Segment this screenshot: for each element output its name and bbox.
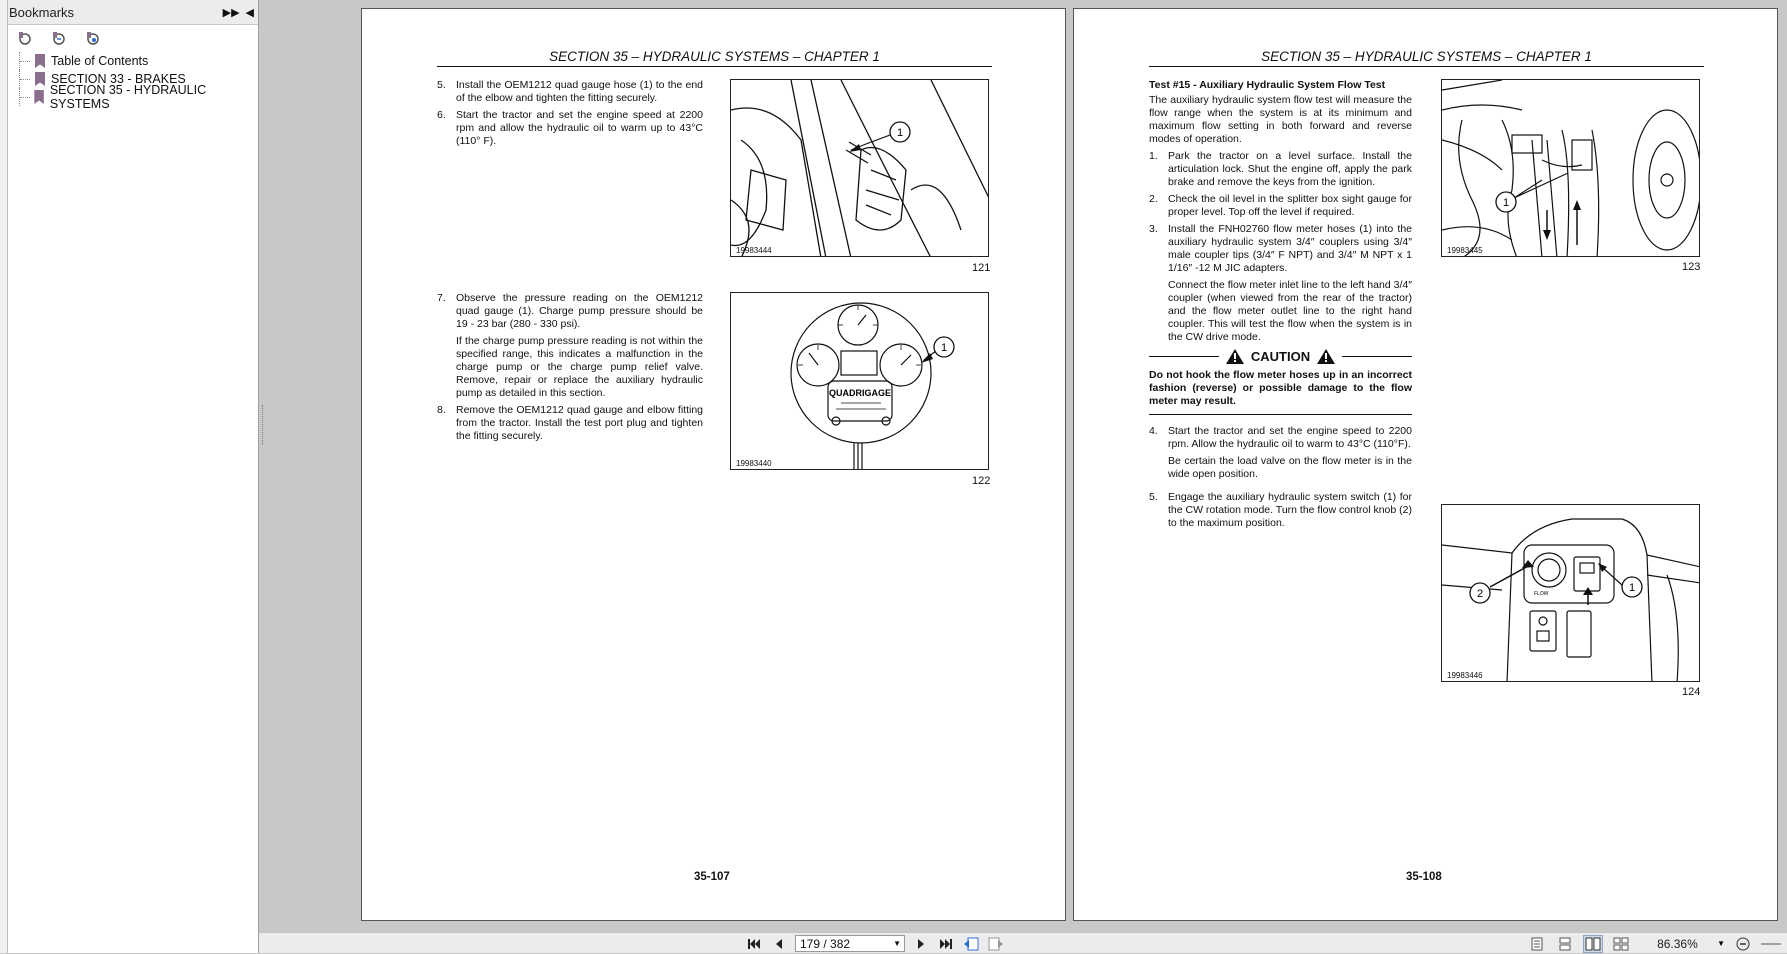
view-controls	[1527, 933, 1787, 954]
bookmark-label: Table of Contents	[51, 54, 149, 68]
bookmark-table-of-contents[interactable]	[16, 52, 258, 70]
left-rail	[0, 0, 8, 953]
figure-number: 123	[1682, 261, 1701, 273]
figure-quad-gauge	[730, 292, 989, 470]
panel-splitter[interactable]	[259, 0, 263, 953]
figure-number: 121	[972, 262, 991, 274]
dropdown-arrow-icon[interactable]: ▼	[893, 939, 901, 948]
step-text: Start the tractor and set the engine speed at 2200 rpm and allow the hydraulic oil to warm up to 43°C (110° F).	[456, 109, 703, 147]
caution-text: Do not hook the flow meter hoses up in an incorrect fashion (reverse) or possible damage to the flow meter may result.	[1149, 369, 1412, 415]
figure-id: 19983444	[736, 246, 772, 255]
figure-number: 122	[972, 475, 991, 487]
figure-id: 19983440	[736, 459, 772, 468]
bookmark-icon	[35, 54, 45, 68]
step-note: If the charge pump pressure reading is not within the specified range, this indicates a malfunction in the charge pump or the charge pump relief valve. Remove, repair or replace the auxiliary hydraulic pump as detailed in this section.	[456, 335, 703, 399]
step-text: Park the tractor on a level surface. Install the articulation lock. Shut the engine off, apply the park brake and remove the keys from the ignition.	[1168, 150, 1412, 188]
first-page-icon[interactable]	[745, 935, 763, 953]
figure-hose-fitting	[730, 79, 989, 257]
step-text: Check the oil level in the splitter box sight gauge for proper level. Top off the level if required.	[1168, 193, 1412, 218]
figure-flow-meter-hoses	[1441, 79, 1700, 257]
steps-block-right: Test #15 - Auxiliary Hydraulic System Flow Test The auxiliary hydraulic system flow test will measure the flow range when the system is at its minimum and maximum flow setting in both forward and reverse modes of operation. 1. Park the tractor on a level surface. Install the articulation lock. Shut the engine off, apply the park brake and remove the keys from the ignition. 2. Check the oil level in the splitter box sight gauge for proper level. Top off the level if required. 3. Install the FNH02760 flow meter hoses (1) into the auxiliary hydraulic system 3/4″ couplers using 3/4″ male coupler tips (3/4″ F NPT) and 3/4″ M NPT x 1 1/16″ -12 M JIC adapters. Connect the flow meter inlet line to the left hand 3/4″ coupler (when viewed from the rear of the tractor) and the flow meter outlet line to the right hand coupler. This will test the flow when the system is in the CW drive mode. CAUTION Do not hook the flow meter hoses up in an incorrect fashion (reverse) or possible damage to the flow meter may result. 4. Start the tractor and set the engine speed to 2200 rpm. Allow the hydraulic oil to warm to 43°C (110°F). Be certain the load valve on the flow meter is in the wide open position. 5. Engage the auxiliary hydraulic system switch (1) for the CW rotation mode. Turn the flow control knob (2) to the maximum position.	[1149, 79, 1412, 529]
bookmark-find-icon[interactable]	[84, 30, 102, 48]
zoom-level[interactable]: 86.36%	[1657, 936, 1698, 951]
previous-page-icon[interactable]	[770, 935, 788, 953]
figure-id: 19983445	[1447, 246, 1483, 255]
document-page-left	[361, 8, 1066, 921]
last-page-icon[interactable]	[937, 935, 955, 953]
step-text: Engage the auxiliary hydraulic system switch (1) for the CW rotation mode. Turn the flow control knob (2) to the maximum position.	[1168, 491, 1412, 529]
warning-triangle-icon	[1225, 348, 1245, 365]
gauge-brand: QUADRIGAGE	[828, 388, 892, 398]
test-heading: Test #15 - Auxiliary Hydraulic System Flow Test	[1149, 79, 1386, 91]
continuous-facing-view-icon[interactable]	[1611, 935, 1631, 953]
continuous-view-icon[interactable]	[1555, 935, 1575, 953]
figure-id: 19983446	[1447, 671, 1483, 680]
bookmarks-header	[8, 0, 258, 25]
document-page-right	[1073, 8, 1778, 921]
step-note: Connect the flow meter inlet line to the left hand 3/4″ coupler (when viewed from the rear of the tractor) and the flow meter outlet line to the right hand coupler. This will test the flow when the system is in the CW drive mode.	[1168, 279, 1412, 343]
callout-1: 1	[1628, 582, 1636, 594]
next-page-icon[interactable]	[912, 935, 930, 953]
bookmarks-toolbar	[8, 25, 258, 52]
zoom-out-icon[interactable]	[1733, 935, 1753, 953]
step-text: Install the FNH02760 flow meter hoses (1) into the auxiliary hydraulic system 3/4″ couplers using 3/4″ male coupler tips (3/4″ F NPT) and 3/4″ M NPT x 1 1/16″ -12 M JIC adapters.	[1168, 223, 1412, 274]
figure-control-console	[1441, 504, 1700, 682]
bookmark-icon	[34, 90, 43, 104]
bookmark-options-icon[interactable]	[16, 30, 34, 48]
page-number: 35-107	[694, 871, 730, 883]
bookmarks-title: Bookmarks	[9, 4, 75, 20]
bookmark-section-35[interactable]	[16, 83, 258, 111]
bottom-toolbar	[259, 932, 1787, 953]
step-note: Be certain the load valve on the flow meter is in the wide open position.	[1168, 455, 1412, 480]
running-head: SECTION 35 – HYDRAULIC SYSTEMS – CHAPTER 1	[1149, 49, 1704, 67]
zoom-slider-icon[interactable]	[1761, 935, 1781, 953]
facing-pages-view-icon[interactable]	[1583, 935, 1603, 953]
step-text: Remove the OEM1212 quad gauge and elbow fitting from the tractor. Install the test port plug and tighten the fitting securely.	[456, 404, 703, 442]
bookmark-icon	[35, 72, 45, 86]
running-head: SECTION 35 – HYDRAULIC SYSTEMS – CHAPTER 1	[437, 49, 992, 67]
previous-view-icon[interactable]	[962, 935, 980, 953]
bookmark-label: SECTION 35 - HYDRAULIC SYSTEMS	[49, 83, 207, 111]
double-chevron-right-icon[interactable]: ▶▶	[222, 6, 240, 19]
knob-label: FLOW	[1534, 591, 1549, 597]
page-navigation	[745, 933, 1005, 954]
bookmarks-panel	[8, 0, 259, 953]
caution-header	[1149, 348, 1412, 365]
callout-1: 1	[940, 342, 948, 354]
callout-2: 2	[1476, 588, 1484, 600]
callout-1: 1	[1502, 197, 1510, 209]
step-text: Start the tractor and set the engine speed to 2200 rpm. Allow the hydraulic oil to warm to 43°C (110°F).	[1168, 425, 1412, 450]
callout-1: 1	[896, 127, 904, 139]
steps-block-1: 5. Install the OEM1212 quad gauge hose (1) to the end of the elbow and tighten the fitting securely. 6. Start the tractor and set the engine speed at 2200 rpm and allow the hydraulic oil to warm up to 43°C (110° F).	[437, 79, 703, 147]
step-text: Observe the pressure reading on the OEM1212 quad gauge (1). Charge pump pressure should be 19 - 23 bar (280 - 330 psi).	[456, 292, 703, 330]
page-number: 35-108	[1406, 871, 1442, 883]
caution-label: CAUTION	[1250, 349, 1311, 364]
next-view-icon[interactable]	[987, 935, 1005, 953]
intro-text: The auxiliary hydraulic system flow test will measure the flow range when the system is at its minimum and maximum flow setting in both forward and reverse modes of operation.	[1149, 94, 1412, 145]
steps-block-2: 7. Observe the pressure reading on the OEM1212 quad gauge (1). Charge pump pressure should be 19 - 23 bar (280 - 330 psi). If the charge pump pressure reading is not within the specified range, this indicates a malfunction in the charge pump or the charge pump relief valve. Remove, repair or replace the auxiliary hydraulic pump as detailed in this section. 8. Remove the OEM1212 quad gauge and elbow fitting from the tractor. Install the test port plug and tighten the fitting securely.	[437, 292, 703, 442]
single-page-view-icon[interactable]	[1527, 935, 1547, 953]
page-number-field[interactable]: 179 / 382 ▼	[795, 935, 905, 952]
triangle-left-icon[interactable]: ◀	[245, 6, 254, 19]
figure-number: 124	[1682, 686, 1701, 698]
splitter-grip[interactable]	[262, 405, 264, 445]
zoom-dropdown-icon[interactable]: ▼	[1717, 939, 1725, 948]
bookmark-expand-icon[interactable]	[50, 30, 68, 48]
bookmark-label: SECTION 33 - BRAKES	[51, 72, 186, 86]
bookmarks-tree	[8, 52, 258, 111]
step-text: Install the OEM1212 quad gauge hose (1) to the end of the elbow and tighten the fitting securely.	[456, 79, 703, 104]
warning-triangle-icon	[1316, 348, 1336, 365]
